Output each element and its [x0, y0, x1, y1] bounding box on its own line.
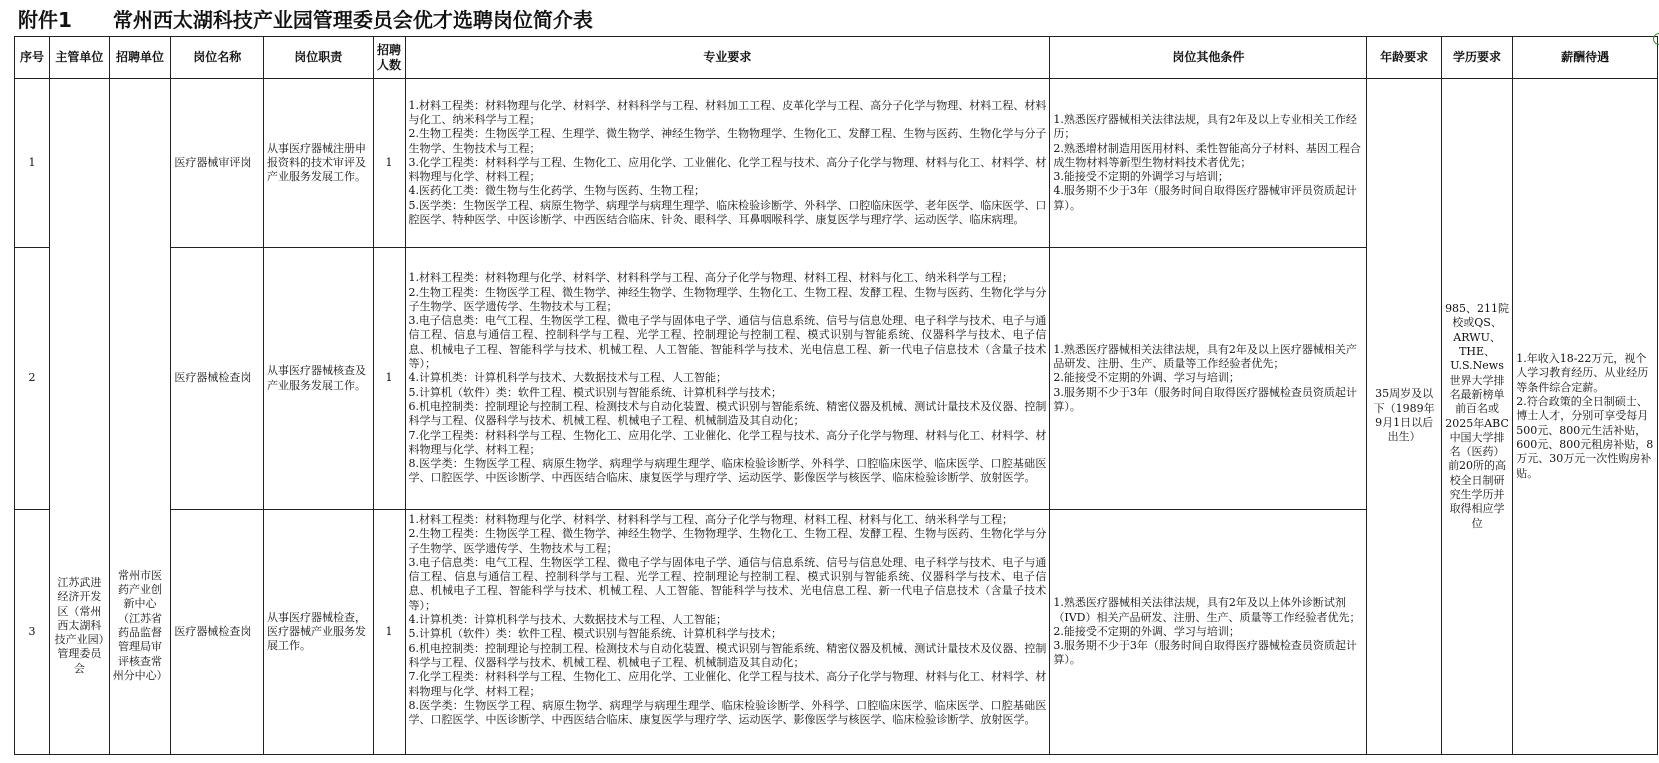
major-requirements — [405, 248, 1050, 510]
position-name: 医疗器械审评岗 — [171, 79, 264, 248]
col-header-position: 岗位名称 — [171, 37, 264, 79]
major-item: 4.医药化工类：微生物与生化药学、生物与医药、生物工程； — [408, 184, 705, 198]
major-item: 1.材料工程类：材料物理与化学、材料学、材料科学与工程、高分子化学与物理、材料工程、材料与化工、纳米科学与工程； — [408, 271, 1013, 285]
major-requirements — [405, 510, 1050, 755]
document-title — [18, 6, 593, 34]
position-name: 医疗器械检查岗 — [171, 248, 264, 510]
major-item: 7.化学工程类：材料科学与工程、生物化工、应用化学、工业催化、化学工程与技术、高分子化学与物理、材料与化工、材料学、材料物理与化学、材料工程； — [408, 428, 1047, 456]
position-duty: 从事医疗器械检查，医疗器械产业服务发展工作。 — [263, 510, 373, 755]
col-header-education: 学历要求 — [1441, 37, 1512, 79]
hire-count: 1 — [373, 248, 405, 510]
salary-cell — [1513, 79, 1658, 755]
col-header-duty: 岗位职责 — [263, 37, 373, 79]
col-header-employer: 招聘单位 — [109, 37, 171, 79]
attachment-label: 附件1 — [18, 8, 72, 32]
position-name: 医疗器械检查岗 — [171, 510, 264, 755]
position-duty: 从事医疗器械注册申报资料的技术审评及产业服务发展工作。 — [263, 79, 373, 248]
position-duty: 从事医疗器械核查及产业服务发展工作。 — [263, 248, 373, 510]
major-requirements — [405, 79, 1050, 248]
row-number: 3 — [15, 510, 50, 755]
other-conditions — [1050, 248, 1367, 510]
hire-count: 1 — [373, 79, 405, 248]
major-item: 3.电子信息类：电气工程、生物医学工程、微电子学与固体电子学、通信与信息系统、信号与信息处理、电子科学与技术、电子与通信工程、信息与通信工程、控制科学与工程、光学工程、控制理论与控制工程、模式识别与智能系统、仪器科学与技术、电子信息、机械电子工程、智能科学与技术、机械工程、人工智能、智能科学与技术、光电信息工程、新一代电子信息技术（含量子技术等）； — [408, 555, 1047, 612]
col-header-supervisor: 主管单位 — [50, 37, 110, 79]
other-conditions — [1050, 510, 1367, 755]
major-item: 7.化学工程类：材料科学与工程、生物化工、应用化学、工业催化、化学工程与技术、高分子化学与物理、材料与化工、材料学、材料物理与化学、材料工程； — [408, 670, 1047, 698]
col-header-majors: 专业要求 — [405, 37, 1050, 79]
major-item: 6.机电控制类：控制理论与控制工程、检测技术与自动化装置、模式识别与智能系统、精密仪器及机械、测试计量技术及仪器、控制科学与工程、仪器科学与技术、机械工程、机械电子工程、机械制造及其自动化； — [408, 641, 1047, 669]
education-requirement: 985、211院校或QS、ARWU、THE、U.S.News世界大学排名最新榜单前百名或2025年ABC中国大学排名（医药）前20所的高校全日制研究生学历并取得相应学位 — [1441, 79, 1512, 755]
major-item: 8.医学类：生物医学工程、病原生物学、病理学与病理生理学、临床检验诊断学、外科学、口腔临床医学、临床医学、口腔基础医学、口腔医学、中医诊断学、中西医结合临床、康复医学与理疗学、运动医学、影像医学与核医学、临床检验诊断学、放射医学。 — [408, 698, 1047, 727]
condition-item: 3.服务期不少于3年（服务时间自取得医疗器械检查员资质起计算）。 — [1053, 639, 1357, 667]
condition-item: 4.服务期不少于3年（服务时间自取得医疗器械审评员资质起计算）。 — [1053, 184, 1357, 212]
header-row — [15, 37, 1658, 79]
major-item: 1.材料工程类：材料物理与化学、材料学、材料科学与工程、材料加工工程、皮革化学与工程、高分子化学与物理、材料工程、材料与化工、纳米科学与工程； — [408, 98, 1047, 126]
major-item: 3.电子信息类：电气工程、生物医学工程、微电子学与固体电子学、通信与信息系统、信号与信息处理、电子科学与技术、电子与通信工程、信息与通信工程、控制科学与工程、光学工程、控制理论与控制工程、模式识别与智能系统、仪器科学与技术、电子信息、机械电子工程、智能科学与技术、机械工程、人工智能、智能科学与技术、光电信息工程、新一代电子信息技术（含量子技术等）； — [408, 314, 1047, 371]
page-edge-marker-icon — [1653, 33, 1659, 45]
major-item: 6.机电控制类：控制理论与控制工程、检测技术与自动化装置、模式识别与智能系统、精密仪器及机械、测试计量技术及仪器、控制科学与工程、仪器科学与技术、机械工程、机械电子工程、机械制造及其自动化； — [408, 399, 1047, 428]
condition-item: 3.服务期不少于3年（服务时间自取得医疗器械检查员资质起计算）。 — [1053, 385, 1357, 413]
major-item: 5.医学类：生物医学工程、病原生物学、病理学与病理生理学、临床检验诊断学、外科学、口腔临床医学、老年医学、临床医学、口腔医学、特种医学、中医诊断学、中西医结合临床、针灸、眼科学、耳鼻咽喉科学、康复医学与理疗学、运动医学、临床病理。 — [408, 198, 1047, 227]
age-requirement: 35周岁及以下（1989年9月1日以后出生） — [1367, 79, 1441, 755]
hire-count: 1 — [373, 510, 405, 755]
major-item: 5.计算机（软件）类：软件工程、模式识别与智能系统、计算机科学与技术； — [408, 385, 782, 399]
salary-item: 1.年收入18-22万元，视个人学习教育经历、从业经历等条件综合定薪。 — [1516, 352, 1649, 394]
table-title: 常州西太湖科技产业园管理委员会优才选聘岗位简介表 — [112, 8, 593, 32]
major-item: 2.生物工程类：生物医学工程、微生物学、神经生物学、生物物理学、生物化工、生物工程、发酵工程、生物与医药、生物化学与分子生物学、医学遗传学、生物技术与工程； — [408, 285, 1047, 313]
major-item: 4.计算机类：计算机科学与技术、大数据技术与工程、人工智能； — [408, 371, 727, 385]
col-header-salary: 薪酬待遇 — [1513, 37, 1658, 79]
table-row — [15, 79, 1658, 248]
major-item: 4.计算机类：计算机科学与技术、大数据技术与工程、人工智能； — [408, 613, 727, 627]
condition-item: 3.能接受不定期的外调学习与培训； — [1053, 170, 1229, 184]
row-number: 1 — [15, 79, 50, 248]
major-item: 3.化学工程类：材料科学与工程、生物化工、应用化学、工业催化、化学工程与技术、高分子化学与物理、材料与化工、材料学、材料物理与化学、材料工程； — [408, 155, 1047, 184]
row-number: 2 — [15, 248, 50, 510]
condition-item: 2.能接受不定期的外调、学习与培训； — [1053, 624, 1240, 638]
col-header-no: 序号 — [15, 37, 50, 79]
condition-item: 2.能接受不定期的外调、学习与培训； — [1053, 371, 1240, 385]
major-item: 2.生物工程类：生物医学工程、生理学、微生物学、神经生物学、生物物理学、生物化工、发酵工程、生物与医药、生物化学与分子生物学、生物技术与工程； — [408, 127, 1047, 155]
col-header-age: 年龄要求 — [1367, 37, 1441, 79]
salary-item: 2.符合政策的全日制硕士、博士人才，分别可享受每月500元、800元生活补贴，600元、800元租房补贴，8万元、30万元一次性购房补贴。 — [1516, 395, 1654, 480]
major-item: 5.计算机（软件）类：软件工程、模式识别与智能系统、计算机科学与技术； — [408, 627, 782, 641]
major-item: 8.医学类：生物医学工程、病原生物学、病理学与病理生理学、临床检验诊断学、外科学、口腔临床医学、临床医学、口腔基础医学、口腔医学、中医诊断学、中西医结合临床、康复医学与理疗学、运动医学、影像医学与核医学、临床检验诊断学、放射医学。 — [408, 457, 1047, 485]
major-item: 2.生物工程类：生物医学工程、微生物学、神经生物学、生物物理学、生物化工、生物工程、发酵工程、生物与医药、生物化学与分子生物学、医学遗传学、生物技术与工程； — [408, 527, 1047, 555]
col-header-other: 岗位其他条件 — [1050, 37, 1367, 79]
employer-cell: 常州市医药产业创新中心（江苏省药品监督管理局审评核查常州分中心） — [109, 79, 171, 755]
condition-item: 1.熟悉医疗器械相关法律法规，具有2年及以上专业相关工作经历； — [1053, 112, 1357, 141]
other-conditions — [1050, 79, 1367, 248]
col-header-count: 招聘人数 — [373, 37, 405, 79]
supervisor-cell: 江苏武进经济开发区（常州西太湖科技产业园）管理委员会 — [50, 79, 110, 755]
positions-table — [14, 36, 1658, 755]
condition-item: 1.熟悉医疗器械相关法律法规，具有2年及以上体外诊断试剂（IVD）相关产品研发、注册、生产、质量等工作经验者优先； — [1053, 596, 1361, 624]
major-item: 1.材料工程类：材料物理与化学、材料学、材料科学与工程、高分子化学与物理、材料工程、材料与化工、纳米科学与工程； — [408, 513, 1013, 526]
condition-item: 1.熟悉医疗器械相关法律法规，具有2年及以上医疗器械相关产品研发、注册、生产、质量等工作经验者优先； — [1053, 342, 1357, 371]
condition-item: 2.熟悉增材制造用医用材料、柔性智能高分子材料、基因工程合成生物材料等新型生物材料技术者优先； — [1053, 141, 1361, 169]
